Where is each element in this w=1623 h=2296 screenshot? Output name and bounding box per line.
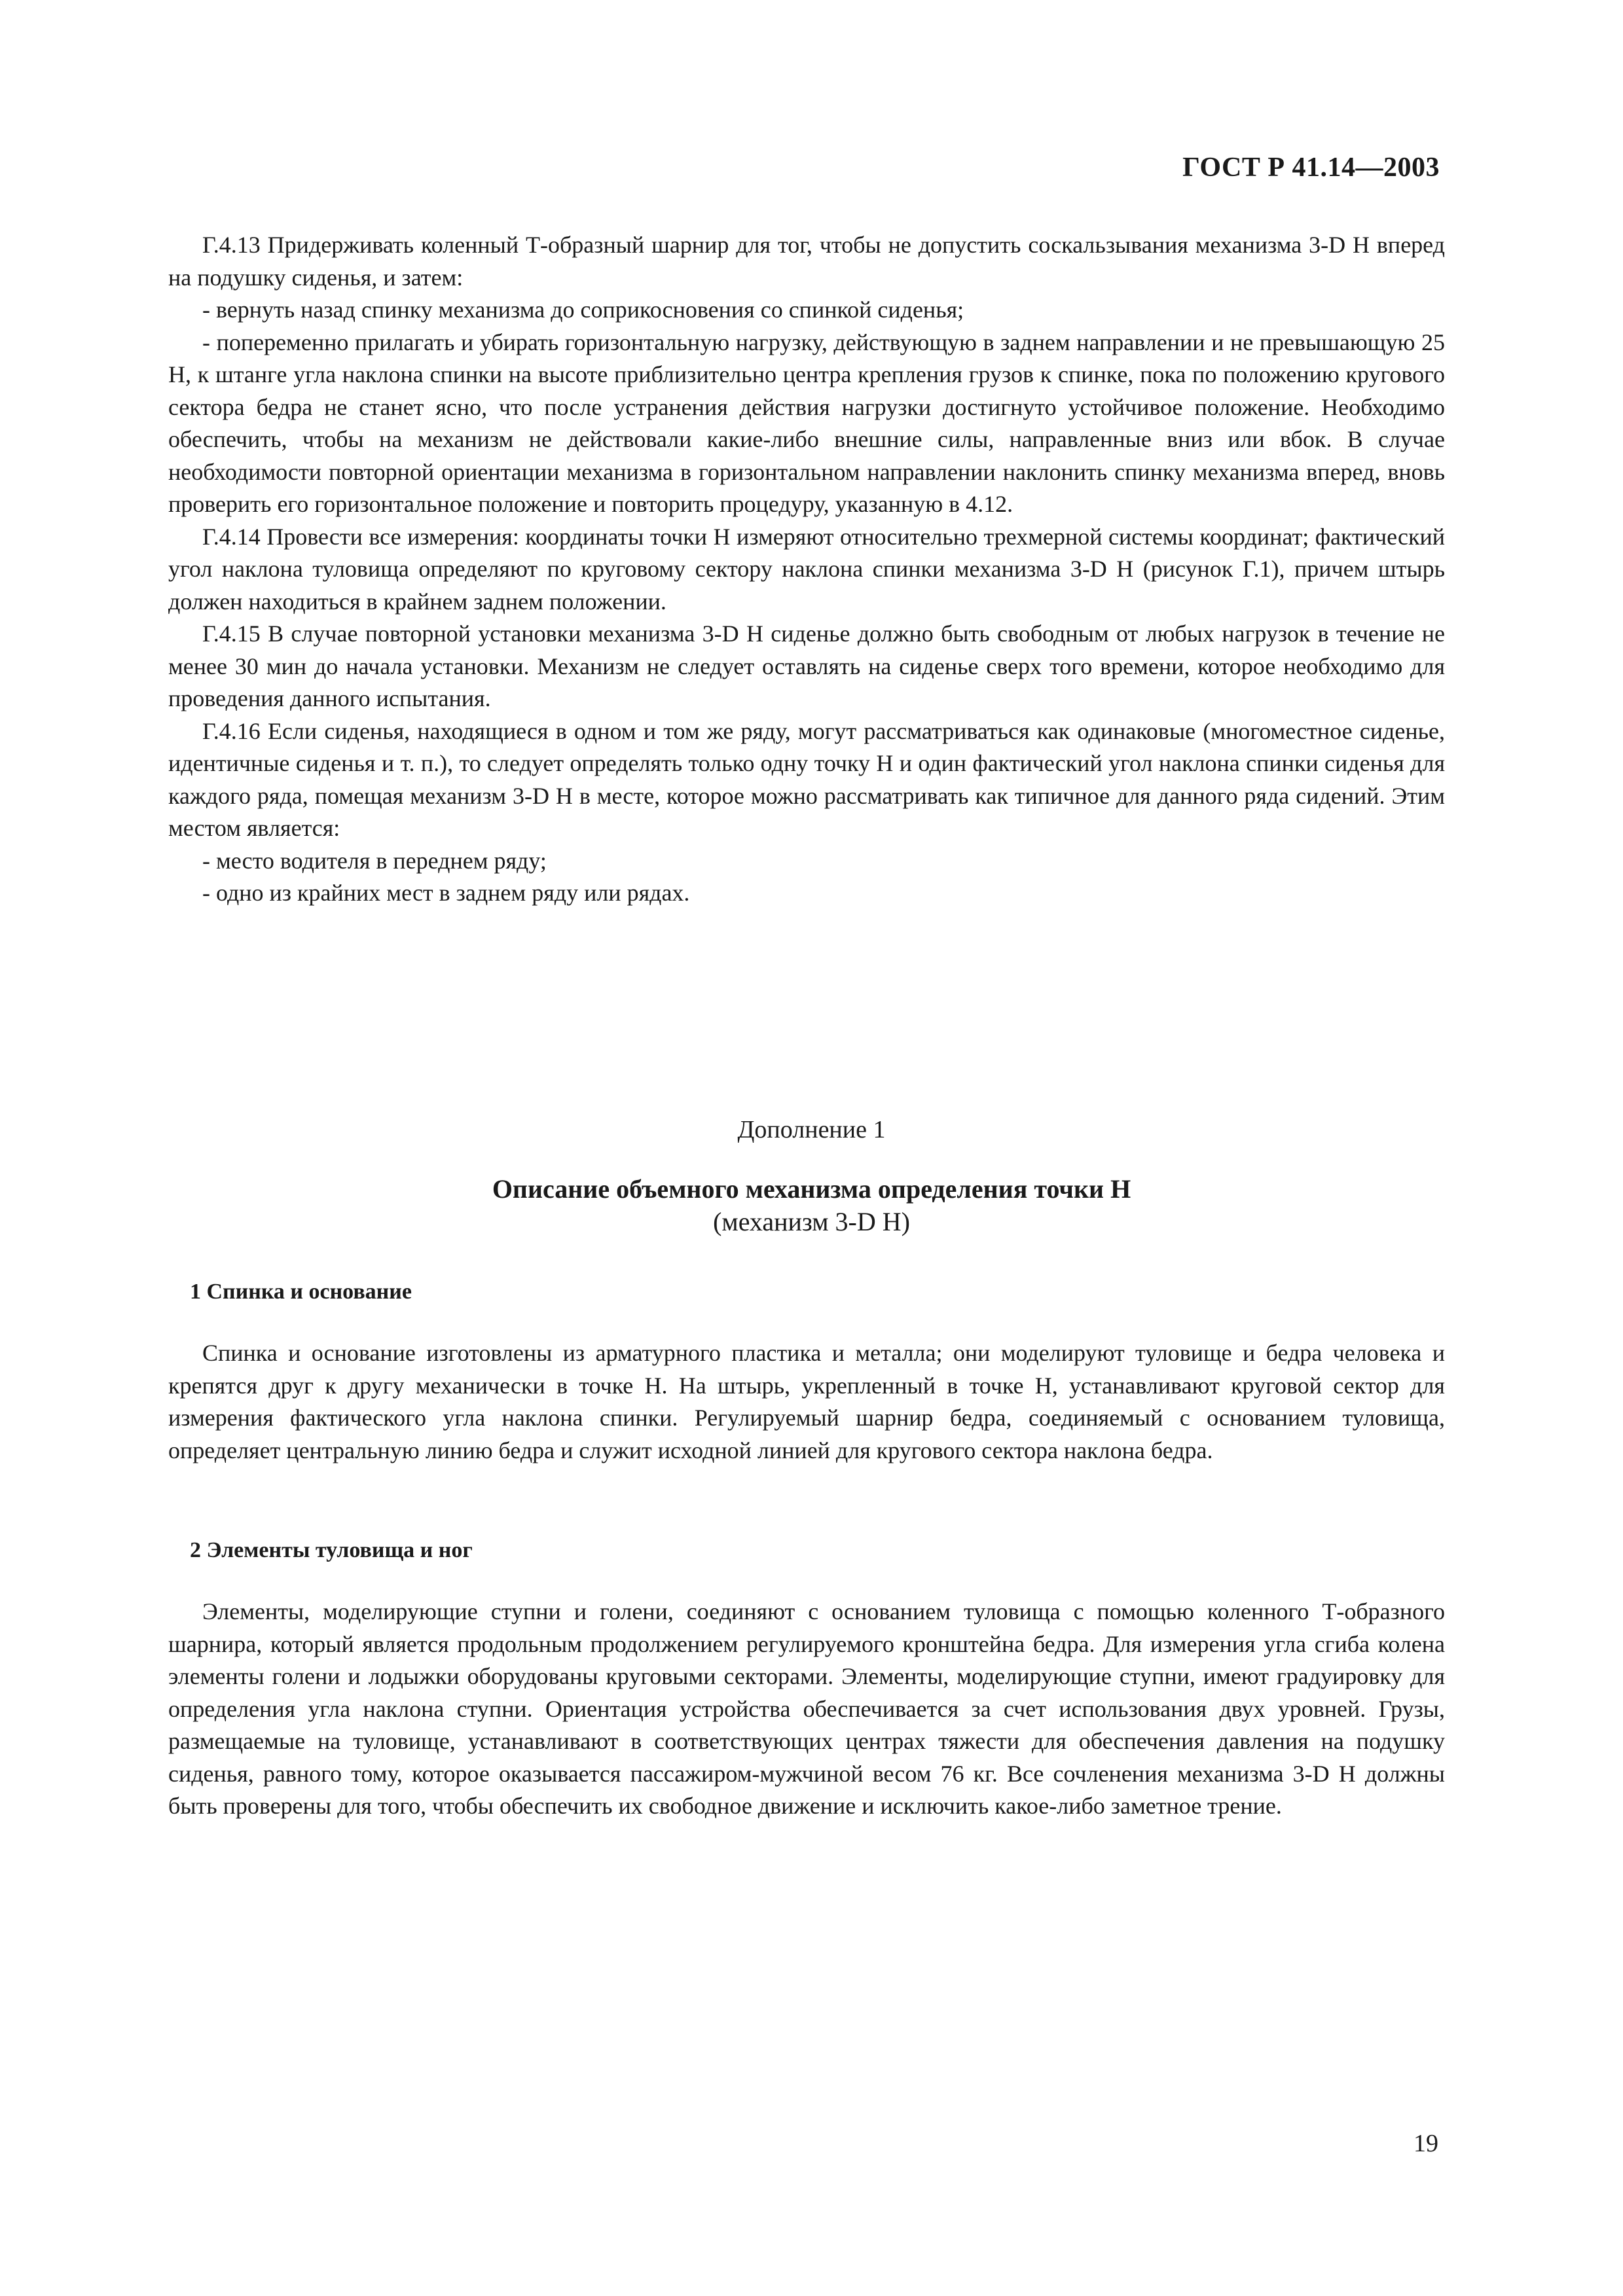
paragraph-g-4-15: Г.4.15 В случае повторной установки механизма 3-D H сиденье должно быть свободным от любых нагрузок в течение не менее 30 мин до начала установки. Механизм не следует оставлять на сиденье сверх того времени, которое необходимо для проведения данного испытания. <box>168 620 1445 711</box>
paragraph-g-4-14: Г.4.14 Провести все измерения: координаты точки H измеряют относительно трехмерной системы координат; фактический угол наклона туловища определяют по круговому сектору наклона спинки механизма 3-D H (рисунок Г.1), причем штырь должен находиться в крайнем заднем положении. <box>168 523 1445 615</box>
section-1-text-block <box>168 1337 1445 1467</box>
list-item: - одно из крайних мест в заднем ряду или рядах. <box>202 880 690 906</box>
paragraph-g-4-16: Г.4.16 Если сиденья, находящиеся в одном и том же ряду, могут рассматриваться как одинаковые (многоместное сиденье, идентичные сиденья и т. п.), то следует определять только одну точку H и один фактический угол наклона спинки сиденья для каждого ряда, помещая механизм 3-D H в месте, которое можно рассматривать как типичное для данного ряда сидений. Этим местом является: <box>168 717 1445 841</box>
appendix-title: Описание объемного механизма определения точки H <box>492 1174 1131 1204</box>
appendix-label: Дополнение 1 <box>737 1116 886 1143</box>
section-2-text-block <box>168 1596 1445 1823</box>
section-heading-1: 1 Спинка и основание <box>190 1280 412 1304</box>
appendix-subtitle: (механизм 3-D H) <box>713 1207 910 1236</box>
list-item: - попеременно прилагать и убирать горизонтальную нагрузку, действующую в заднем направлении и не превышающую 25 Н, к штанге угла наклона спинки на высоте приблизительно центра крепления грузов к спинке, пока по положению кругового сектора бедра не станет ясно, что после устранения действия нагрузки достигнуто устойчивое положение. Необходимо обеспечить, чтобы на механизм не действовали какие-либо внешние силы, направленные вниз или вбок. В случае необходимости повторной ориентации механизма в горизонтальном направлении наклонить спинку механизма вперед, вновь проверить его горизонтальное положение и повторить процедуру, указанную в 4.12. <box>168 329 1445 517</box>
section-2-paragraph: Элементы, моделирующие ступни и голени, соединяют с основанием туловища с помощью коленного Т-образного шарнира, который является продольным продолжением регулируемого кронштейна бедра. Для измерения угла сгиба колена элементы голени и лодыжки оборудованы круговыми секторами. Элементы, моделирующие ступни, имеют градуировку для определения угла наклона ступни. Ориентация устройства обеспечивается за счет использования двух уровней. Грузы, размещаемые на туловище, устанавливают в соответствующих центрах тяжести для обеспечения давления на подушку сиденья, равного тому, которое оказывается пассажиром-мужчиной весом 76 кг. Все сочленения механизма 3-D H должны быть проверены для того, чтобы обеспечить их свободное движение и исключить какое-либо заметное трение. <box>168 1598 1445 1819</box>
top-text-block <box>168 229 1445 910</box>
document-code: ГОСТ Р 41.14—2003 <box>1182 152 1440 183</box>
list-item: - место водителя в переднем ряду; <box>202 847 547 874</box>
section-1-paragraph: Спинка и основание изготовлены из арматурного пластика и металла; они моделируют туловище и бедра человека и крепятся друг к другу механически в точке H. На штырь, укрепленный в точке H, устанавливают круговой сектор для измерения фактического угла наклона спинки. Регулируемый шарнир бедра, соединяемый с основанием туловища, определяет центральную линию бедра и служит исходной линией для кругового сектора наклона бедра. <box>168 1340 1445 1463</box>
appendix-title-block <box>0 1173 1623 1238</box>
paragraph-g-4-13: Г.4.13 Придерживать коленный Т-образный шарнир для тог, чтобы не допустить соскальзывания механизма 3-D H вперед на подушку сиденья, и затем: <box>168 232 1445 291</box>
list-item: - вернуть назад спинку механизма до соприкосновения со спинкой сиденья; <box>202 296 964 323</box>
section-heading-2: 2 Элементы туловища и ног <box>190 1538 473 1562</box>
page-number: 19 <box>1413 2130 1438 2157</box>
